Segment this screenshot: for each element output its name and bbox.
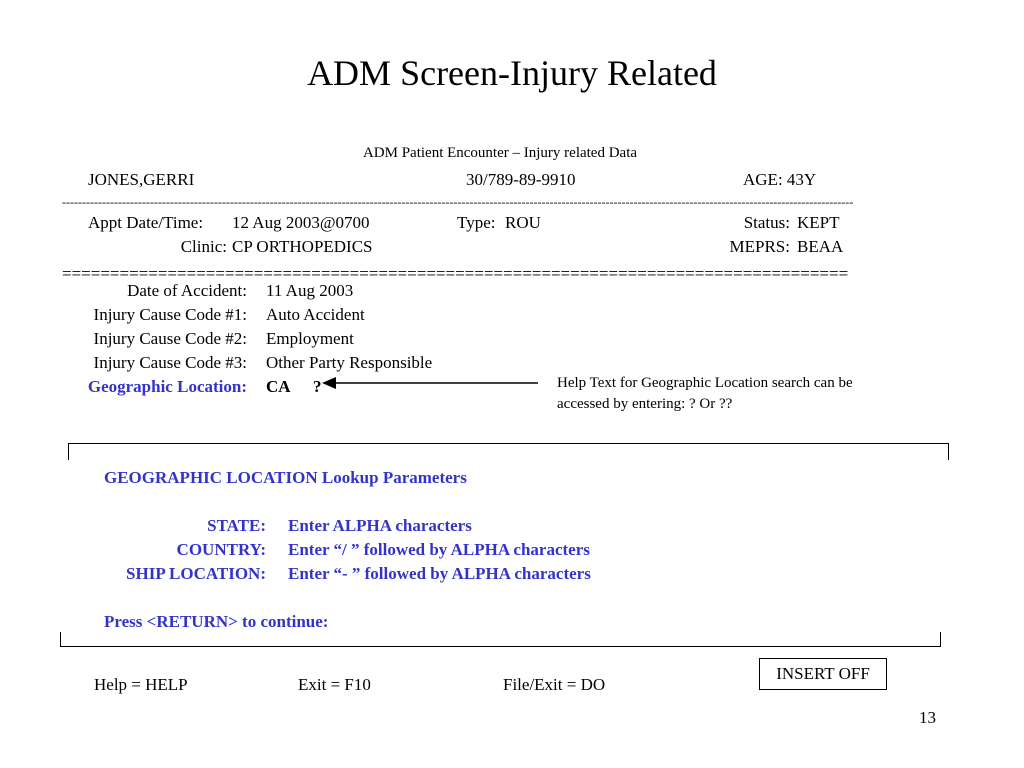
appt-meprs-label: MEPRS: bbox=[729, 237, 790, 256]
slide-title: ADM Screen-Injury Related bbox=[307, 53, 717, 93]
patient-name: JONES,GERRI bbox=[88, 170, 195, 189]
field-value-date-of-accident[interactable]: 11 Aug 2003 bbox=[266, 281, 354, 300]
appt-clinic-label: Clinic: bbox=[180, 237, 227, 256]
geo-location-value[interactable]: CA bbox=[266, 377, 291, 396]
screen-subtitle: ADM Patient Encounter – Injury related Data bbox=[362, 145, 638, 161]
equals-separator: ================================================================================== bbox=[62, 267, 849, 281]
lookup-ship-text: Enter “- ” followed by ALPHA characters bbox=[288, 564, 591, 583]
field-label-injury-cause-3: Injury Cause Code #3: bbox=[93, 353, 247, 372]
lookup-country-label: COUNTRY: bbox=[176, 540, 266, 559]
footer-help-key: Help = HELP bbox=[94, 675, 188, 694]
insert-mode-indicator: INSERT OFF bbox=[759, 658, 887, 690]
field-value-injury-cause-3[interactable]: Other Party Responsible bbox=[266, 353, 433, 372]
appt-meprs-value: BEAA bbox=[797, 237, 844, 256]
appt-type-value: ROU bbox=[505, 213, 541, 232]
geo-location-label: Geographic Location: bbox=[87, 377, 247, 396]
patient-ssn: 30/789-89-9910 bbox=[466, 170, 576, 189]
lookup-state-text: Enter ALPHA characters bbox=[288, 516, 472, 535]
field-label-injury-cause-1: Injury Cause Code #1: bbox=[93, 305, 247, 324]
page-number: 13 bbox=[919, 708, 936, 727]
appt-status-value: KEPT bbox=[797, 213, 840, 232]
patient-age: AGE: 43Y bbox=[743, 170, 817, 189]
appt-status-label: Status: bbox=[743, 213, 790, 232]
lookup-country-text: Enter “/ ” followed by ALPHA characters bbox=[288, 540, 590, 559]
appt-type-label: Type: bbox=[457, 213, 496, 232]
lookup-ship-label: SHIP LOCATION: bbox=[126, 564, 266, 583]
geo-location-query[interactable]: ? bbox=[313, 377, 322, 396]
lookup-frame-bottom bbox=[60, 632, 941, 647]
field-value-injury-cause-1[interactable]: Auto Accident bbox=[266, 305, 365, 324]
footer-file-exit-key: File/Exit = DO bbox=[503, 675, 606, 694]
lookup-frame-top bbox=[68, 443, 949, 460]
help-note-line-2: accessed by entering: ? Or ?? bbox=[557, 396, 733, 412]
help-note-line-1: Help Text for Geographic Location search can be bbox=[557, 375, 853, 391]
lookup-state-label: STATE: bbox=[207, 516, 266, 535]
dash-separator: ------------------------------------------------------------------------------------------------------------------------------------------------------------------------------------------------------ bbox=[62, 195, 854, 209]
callout-arrow-icon bbox=[320, 375, 544, 391]
lookup-title: GEOGRAPHIC LOCATION Lookup Parameters bbox=[104, 468, 467, 487]
field-label-injury-cause-2: Injury Cause Code #2: bbox=[93, 329, 247, 348]
lookup-continue-prompt[interactable]: Press <RETURN> to continue: bbox=[104, 612, 329, 631]
field-value-injury-cause-2[interactable]: Employment bbox=[266, 329, 354, 348]
footer-exit-key: Exit = F10 bbox=[298, 675, 371, 694]
appt-clinic-value: CP ORTHOPEDICS bbox=[232, 237, 373, 256]
appt-datetime-value: 12 Aug 2003@0700 bbox=[232, 213, 370, 232]
appt-datetime-label: Appt Date/Time: bbox=[88, 213, 204, 232]
field-label-date-of-accident: Date of Accident: bbox=[127, 281, 247, 300]
